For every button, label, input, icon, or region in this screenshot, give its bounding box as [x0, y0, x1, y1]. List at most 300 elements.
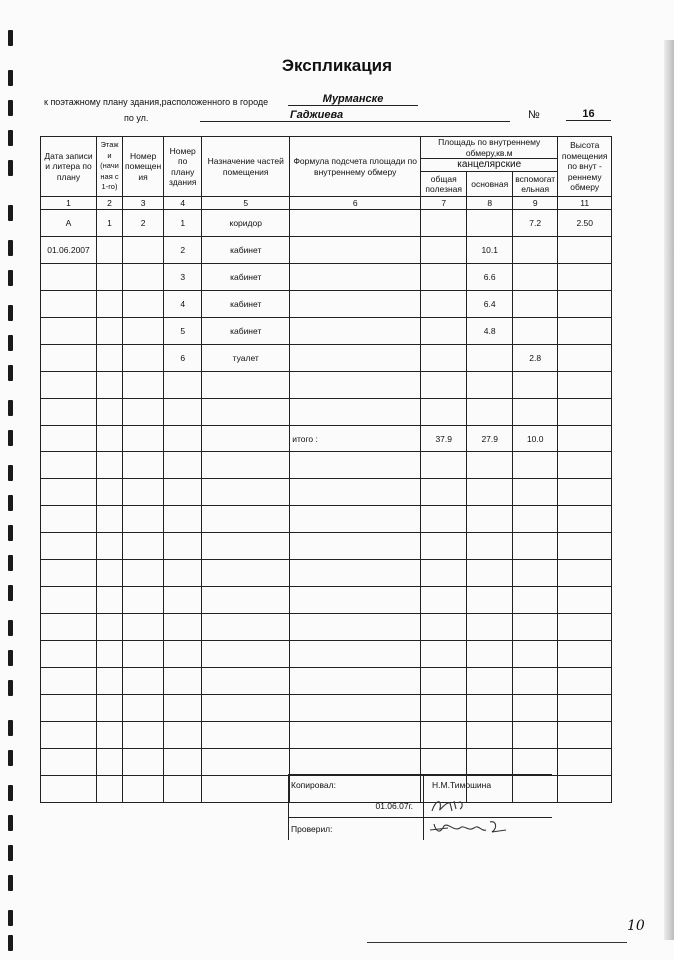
col-number: 7: [421, 197, 467, 210]
cell-room: [123, 560, 164, 587]
binding-hole: [8, 305, 13, 321]
table-row: [41, 587, 612, 614]
handwritten-signature-1: [426, 795, 486, 815]
cell-height: 2.50: [558, 210, 612, 237]
header-area: Площадь по внутреннему обмеру,кв.м: [421, 137, 558, 159]
cell-floor: [97, 426, 123, 452]
binding-hole: [8, 910, 13, 926]
signature-copied: [424, 795, 552, 818]
cell-plan: 1: [164, 210, 202, 237]
cell-room: [123, 776, 164, 803]
table-row: [41, 345, 612, 372]
binding-hole: [8, 205, 13, 221]
cell-total: [421, 587, 467, 614]
binding-hole: [8, 335, 13, 351]
cell-total: [421, 749, 467, 776]
cell-purpose: [202, 506, 290, 533]
cell-date: [41, 668, 97, 695]
cell-main: [467, 668, 513, 695]
cell-formula: [290, 560, 421, 587]
cell-floor: [97, 345, 123, 372]
binding-hole: [8, 495, 13, 511]
cell-aux: [513, 560, 558, 587]
col-number: 1: [41, 197, 97, 210]
cell-total: [421, 668, 467, 695]
cell-aux: [513, 749, 558, 776]
table-row: [41, 452, 612, 479]
cell-formula: [290, 345, 421, 372]
cell-date: [41, 722, 97, 749]
cell-aux: [513, 668, 558, 695]
cell-height: [558, 291, 612, 318]
cell-formula: [290, 614, 421, 641]
cell-floor: [97, 695, 123, 722]
header-purpose: Назначение частей помещения: [202, 137, 290, 197]
cell-main: [467, 533, 513, 560]
cell-aux: [513, 479, 558, 506]
cell-floor: [97, 399, 123, 426]
cell-room: [123, 614, 164, 641]
cell-room: [123, 695, 164, 722]
cell-purpose: [202, 587, 290, 614]
cell-plan: [164, 776, 202, 803]
table-row: [41, 533, 612, 560]
cell-floor: [97, 506, 123, 533]
cell-formula: [290, 479, 421, 506]
col-number: 6: [290, 197, 421, 210]
city-label: к поэтажному плану здания,расположенного в городе: [44, 97, 269, 107]
cell-floor: [97, 776, 123, 803]
cell-purpose: кабинет: [202, 264, 290, 291]
cell-date: [41, 776, 97, 803]
cell-height: [558, 237, 612, 264]
cell-plan: [164, 560, 202, 587]
table-row: [41, 668, 612, 695]
cell-plan: [164, 426, 202, 452]
cell-room: [123, 318, 164, 345]
cell-date: [41, 426, 97, 452]
cell-purpose: [202, 372, 290, 399]
table-row: [41, 291, 612, 318]
header-formula: Формула подсчета площади по внутреннему обмеру: [290, 137, 421, 197]
cell-date: [41, 372, 97, 399]
col-number: 8: [467, 197, 513, 210]
cell-floor: [97, 641, 123, 668]
cell-floor: [97, 614, 123, 641]
cell-height: [558, 668, 612, 695]
table-row: [41, 695, 612, 722]
cell-date: [41, 749, 97, 776]
binding-hole: [8, 30, 13, 46]
cell-purpose: [202, 533, 290, 560]
header-date: Дата записи и литера по плану: [41, 137, 97, 197]
cell-plan: [164, 399, 202, 426]
cell-height: [558, 533, 612, 560]
cell-floor: [97, 291, 123, 318]
cell-room: [123, 668, 164, 695]
cell-height: [558, 345, 612, 372]
cell-aux: [513, 722, 558, 749]
cell-date: [41, 479, 97, 506]
table-row: [41, 749, 612, 776]
cell-formula: [290, 695, 421, 722]
cell-room: [123, 426, 164, 452]
cell-total: [421, 452, 467, 479]
cell-total: [421, 318, 467, 345]
cell-room: 2: [123, 210, 164, 237]
cell-floor: [97, 452, 123, 479]
table-row: [41, 506, 612, 533]
cell-room: [123, 749, 164, 776]
header-floor: Этаж и (начи ная с 1-го): [97, 137, 123, 197]
binding-hole: [8, 525, 13, 541]
cell-main: [467, 560, 513, 587]
cell-purpose: кабинет: [202, 237, 290, 264]
binding-hole: [8, 720, 13, 736]
cell-height: [558, 641, 612, 668]
cell-room: [123, 237, 164, 264]
city-value: Мурманске: [288, 93, 418, 106]
binding-hole: [8, 585, 13, 601]
table-row: [41, 560, 612, 587]
cell-plan: [164, 479, 202, 506]
binding-hole: [8, 365, 13, 381]
cell-purpose: [202, 452, 290, 479]
cell-purpose: кабинет: [202, 291, 290, 318]
cell-floor: [97, 237, 123, 264]
header-room-no: Номер помещен ия: [123, 137, 164, 197]
cell-formula: [290, 641, 421, 668]
cell-formula: [290, 237, 421, 264]
cell-main: [467, 641, 513, 668]
cell-height: [558, 318, 612, 345]
cell-floor: [97, 318, 123, 345]
cell-aux: [513, 372, 558, 399]
cell-aux: [513, 318, 558, 345]
cell-aux: [513, 614, 558, 641]
cell-height: [558, 506, 612, 533]
cell-plan: [164, 372, 202, 399]
cell-main: [467, 506, 513, 533]
cell-aux: [513, 695, 558, 722]
cell-height: [558, 399, 612, 426]
header-plan-no: Номер по плану здания: [164, 137, 202, 197]
cell-height: [558, 372, 612, 399]
col-number: 2: [97, 197, 123, 210]
table-row: [41, 210, 612, 237]
cell-plan: 6: [164, 345, 202, 372]
copied-label: Копировал:: [289, 775, 424, 795]
cell-room: [123, 722, 164, 749]
cell-total: [421, 372, 467, 399]
col-number: 5: [202, 197, 290, 210]
cell-plan: [164, 722, 202, 749]
cell-height: [558, 452, 612, 479]
table-row: [41, 237, 612, 264]
cell-main: [467, 399, 513, 426]
cell-main: 4.8: [467, 318, 513, 345]
cell-room: [123, 399, 164, 426]
binding-hole: [8, 650, 13, 666]
cell-room: [123, 587, 164, 614]
table-row: [41, 399, 612, 426]
header-total-area: общая полезная: [421, 172, 467, 197]
binding-hole: [8, 400, 13, 416]
cell-height: [558, 560, 612, 587]
totals-label: итого :: [290, 426, 421, 452]
cell-purpose: [202, 479, 290, 506]
cell-room: [123, 345, 164, 372]
cell-height: [558, 479, 612, 506]
col-number: 3: [123, 197, 164, 210]
table-row: [41, 264, 612, 291]
cell-total: [421, 722, 467, 749]
cell-aux: [513, 237, 558, 264]
cell-formula: [290, 399, 421, 426]
signature-checked: [424, 817, 552, 840]
checked-label: Проверил:: [289, 817, 424, 840]
cell-date: А: [41, 210, 97, 237]
cell-aux: [513, 533, 558, 560]
cell-height: [558, 426, 612, 452]
cell-date: [41, 506, 97, 533]
binding-hole: [8, 620, 13, 636]
cell-formula: [290, 749, 421, 776]
cell-main: [467, 614, 513, 641]
cell-plan: [164, 749, 202, 776]
cell-date: [41, 399, 97, 426]
cell-main: [467, 210, 513, 237]
cell-formula: [290, 264, 421, 291]
cell-plan: [164, 695, 202, 722]
totals-aux: 10.0: [513, 426, 558, 452]
binding-hole: [8, 160, 13, 176]
cell-formula: [290, 533, 421, 560]
table-row: [41, 479, 612, 506]
cell-height: [558, 749, 612, 776]
cell-date: [41, 695, 97, 722]
cell-formula: [290, 372, 421, 399]
cell-room: [123, 479, 164, 506]
cell-formula: [290, 452, 421, 479]
table-row: [41, 426, 612, 452]
cell-purpose: туалет: [202, 345, 290, 372]
cell-purpose: [202, 426, 290, 452]
cell-purpose: [202, 695, 290, 722]
table-row: [41, 641, 612, 668]
cell-date: [41, 560, 97, 587]
binding-hole: [8, 270, 13, 286]
cell-date: [41, 614, 97, 641]
cell-date: [41, 533, 97, 560]
cell-floor: [97, 749, 123, 776]
cell-main: 6.4: [467, 291, 513, 318]
cell-main: 10.1: [467, 237, 513, 264]
cell-date: [41, 587, 97, 614]
binding-hole: [8, 130, 13, 146]
cell-aux: [513, 452, 558, 479]
cell-date: [41, 641, 97, 668]
binding-hole: [8, 785, 13, 801]
col-number: 4: [164, 197, 202, 210]
cell-aux: 2.8: [513, 345, 558, 372]
cell-height: [558, 695, 612, 722]
header-category: канцелярские: [421, 159, 558, 172]
cell-room: [123, 533, 164, 560]
copied-name: Н.М.Тимошина: [424, 775, 552, 795]
binding-hole: [8, 100, 13, 116]
cell-room: [123, 641, 164, 668]
cell-room: [123, 264, 164, 291]
number-label: №: [528, 109, 540, 121]
cell-floor: 1: [97, 210, 123, 237]
cell-purpose: [202, 749, 290, 776]
cell-plan: [164, 641, 202, 668]
cell-total: [421, 264, 467, 291]
header-height: Высота помещения по внут - реннему обмеру: [558, 137, 612, 197]
cell-total: [421, 479, 467, 506]
cell-date: [41, 452, 97, 479]
cell-floor: [97, 587, 123, 614]
cell-main: [467, 722, 513, 749]
cell-floor: [97, 560, 123, 587]
cell-purpose: [202, 641, 290, 668]
cell-floor: [97, 372, 123, 399]
binding-hole: [8, 935, 13, 951]
cell-total: [421, 506, 467, 533]
cell-date: [41, 291, 97, 318]
cell-main: [467, 749, 513, 776]
cell-main: [467, 587, 513, 614]
cell-aux: [513, 506, 558, 533]
document-title: Экспликация: [281, 56, 393, 75]
cell-formula: [290, 291, 421, 318]
cell-date: [41, 345, 97, 372]
cell-formula: [290, 668, 421, 695]
street-value: Гаджиева: [200, 109, 510, 122]
cell-room: [123, 452, 164, 479]
cell-total: [421, 237, 467, 264]
cell-purpose: [202, 399, 290, 426]
table-row: [41, 318, 612, 345]
cell-formula: [290, 587, 421, 614]
cell-plan: 3: [164, 264, 202, 291]
cell-date: [41, 264, 97, 291]
explication-table: [40, 136, 612, 803]
page-number: 10: [627, 918, 645, 934]
bottom-line: [367, 942, 627, 943]
cell-plan: 5: [164, 318, 202, 345]
cell-main: [467, 345, 513, 372]
binding-hole: [8, 240, 13, 256]
cell-aux: [513, 587, 558, 614]
cell-height: [558, 776, 612, 803]
cell-floor: [97, 668, 123, 695]
cell-plan: [164, 452, 202, 479]
cell-date: 01.06.2007: [41, 237, 97, 264]
cell-floor: [97, 479, 123, 506]
cell-aux: [513, 264, 558, 291]
cell-total: [421, 291, 467, 318]
cell-height: [558, 264, 612, 291]
header-main-area: основная: [467, 172, 513, 197]
cell-plan: [164, 533, 202, 560]
cell-purpose: [202, 560, 290, 587]
cell-main: [467, 695, 513, 722]
table-row: [41, 614, 612, 641]
cell-plan: [164, 668, 202, 695]
handwritten-signature-2: [426, 818, 516, 838]
street-label: по ул.: [124, 113, 149, 123]
cell-height: [558, 587, 612, 614]
number-value: 16: [566, 108, 611, 121]
cell-aux: [513, 291, 558, 318]
binding-hole: [8, 815, 13, 831]
binding-hole: [8, 555, 13, 571]
cell-total: [421, 210, 467, 237]
signature-block: [288, 774, 552, 840]
binding-hole: [8, 465, 13, 481]
binding-hole: [8, 750, 13, 766]
cell-date: [41, 318, 97, 345]
cell-formula: [290, 318, 421, 345]
cell-formula: [290, 506, 421, 533]
cell-plan: [164, 614, 202, 641]
table-row: [41, 372, 612, 399]
cell-plan: 2: [164, 237, 202, 264]
cell-purpose: [202, 776, 290, 803]
col-number: 11: [558, 197, 612, 210]
cell-room: [123, 506, 164, 533]
cell-purpose: [202, 614, 290, 641]
cell-plan: [164, 587, 202, 614]
page-edge-shadow: [664, 40, 674, 940]
cell-main: [467, 452, 513, 479]
cell-main: 6.6: [467, 264, 513, 291]
copied-date: 01.06.07г.: [289, 795, 424, 818]
cell-room: [123, 291, 164, 318]
cell-floor: [97, 264, 123, 291]
binding-hole: [8, 430, 13, 446]
binding-hole: [8, 680, 13, 696]
cell-height: [558, 614, 612, 641]
cell-purpose: [202, 722, 290, 749]
cell-total: [421, 399, 467, 426]
cell-formula: [290, 210, 421, 237]
cell-total: [421, 614, 467, 641]
cell-total: [421, 641, 467, 668]
cell-floor: [97, 722, 123, 749]
binding-hole: [8, 875, 13, 891]
cell-plan: 4: [164, 291, 202, 318]
cell-purpose: [202, 668, 290, 695]
cell-aux: [513, 641, 558, 668]
cell-formula: [290, 722, 421, 749]
cell-total: [421, 345, 467, 372]
totals-main: 27.9: [467, 426, 513, 452]
cell-total: [421, 560, 467, 587]
cell-purpose: коридор: [202, 210, 290, 237]
cell-main: [467, 372, 513, 399]
binding-holes: [8, 30, 16, 950]
table-row: [41, 722, 612, 749]
cell-floor: [97, 533, 123, 560]
cell-height: [558, 722, 612, 749]
cell-aux: 7.2: [513, 210, 558, 237]
binding-hole: [8, 845, 13, 861]
cell-total: [421, 695, 467, 722]
totals-total: 37.9: [421, 426, 467, 452]
